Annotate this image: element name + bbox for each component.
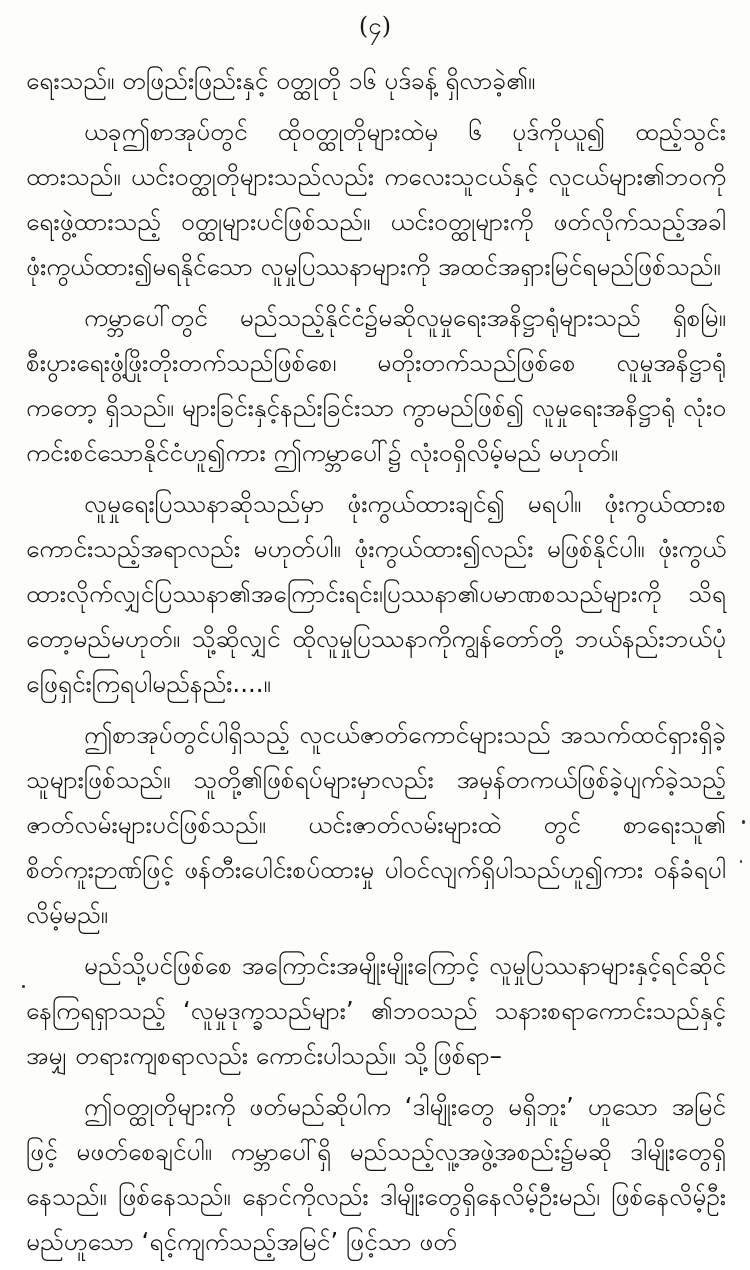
page-body	[26, 58, 726, 1270]
paragraph-2: ယခုဤစာအုပ်တွင် ထိုဝတ္ထုတိုများထဲမှ ၆ ပုဒ်ကိုယူ၍ ထည့်သွင်းထားသည်။ ယင်းဝတ္ထုတိုများသည်လည်း ကလေးသူငယ်နှင့် လူငယ်များ၏ဘဝကို ရေးဖွဲ့ထားသည့် ဝတ္ထုများပင်ဖြစ်သည်။ ယင်းဝတ္ထုများကို ဖတ်လိုက်သည့်အခါ ဖုံးကွယ်ထား၍မရနိုင်သော လူမှုပြဿနာများကို အထင်အရှားမြင်ရမည်ဖြစ်သည်။	[26, 117, 726, 281]
paragraph-3: ကမ္ဘာပေါ်တွင် မည်သည့်နိုင်ငံ၌မဆိုလူမှုရေးအနိဋ္ဌာရုံများသည် ရှိစမြဲ။ စီးပွားရေးဖွံ့ဖြိုးတိုးတက်သည်ဖြစ်စေ၊ မတိုးတက်သည်ဖြစ်စေ လူမှုအနိဋ္ဌာရုံကတော့ ရှိသည်။ များခြင်းနှင့်နည်းခြင်းသာ ကွာမည်ဖြစ်၍ လူမှုရေးအနိဋ္ဌာရုံ လုံးဝကင်းစင်သောနိုင်ငံဟူ၍ကား ဤကမ္ဘာပေါ်၌ လုံးဝရှိလိမ့်မည် မဟုတ်။	[26, 303, 726, 467]
scan-speck	[740, 860, 742, 863]
paragraph-1: ရေးသည်။ တဖြည်းဖြည်းနှင့် ဝတ္ထုတို ၁၆ ပုဒ်ခန့် ရှိလာခဲ့၏။	[26, 66, 536, 95]
paragraph-6: မည်သို့ပင်ဖြစ်စေ အကြောင်းအမျိုးမျိုးကြောင့် လူမှုပြဿနာများနှင့်ရင်ဆိုင်နေကြရရှာသည့် ‘လူမှုဒုက္ခသည်များ’ ၏ဘဝသည် သနားစရာကောင်းသည်နှင့်အမျှ တရားကျစရာလည်း ကောင်းပါသည်။ သို့ဖြစ်ရာ–	[26, 951, 726, 1070]
page-number: (၄)	[358, 12, 392, 40]
paragraph-5: ဤစာအုပ်တွင်ပါရှိသည့် လူငယ်ဇာတ်ကောင်များသည် အသက်ထင်ရှားရှိခဲ့သူများဖြစ်သည်။ သူတို့၏ဖြစ်ရပ်များမှာလည်း အမှန်တကယ်ဖြစ်ခဲ့ပျက်ခဲ့သည့် ဇာတ်လမ်းများပင်ဖြစ်သည်။ ယင်းဇာတ်လမ်းများထဲ တွင် စာရေးသူ၏ စိတ်ကူးဉာဏ်ဖြင့် ဖန်တီးပေါင်းစပ်ထားမှု ပါဝင်လျက်ရှိပါသည်ဟူ၍ကား ဝန်ခံရပါလိမ့်မည်။	[26, 720, 726, 929]
paragraph-4: လူမှုရေးပြဿနာဆိုသည်မှာ ဖုံးကွယ်ထားချင်၍ မရပါ။ ဖုံးကွယ်ထားစကောင်းသည့်အရာလည်း မဟုတ်ပါ။ ဖုံးကွယ်ထား၍လည်း မဖြစ်နိုင်ပါ။ ဖုံးကွယ်ထားလိုက်လျှင်ပြဿနာ၏အကြောင်းရင်း၊ပြဿနာ၏ပမာဏစသည်များကို သိရတော့မည်မဟုတ်။ သို့ဆိုလျှင် ထိုလူမှုပြဿနာကိုကျွန်တော်တို့ ဘယ်နည်းဘယ်ပုံဖြေရှင်းကြရပါမည်နည်း....။	[26, 489, 726, 698]
paragraph-7: ဤဝတ္ထုတိုများကို ဖတ်မည်ဆိုပါက ‘ဒါမျိုးတွေ မရှိဘူး’ ဟူသော အမြင်ဖြင့် မဖတ်စေချင်ပါ။ ကမ္ဘာပေါ်ရှိ မည်သည့်လူ့အဖွဲ့အစည်း၌မဆို ဒါမျိုးတွေရှိနေသည်။ ဖြစ်နေသည်။ နောင်ကိုလည်း ဒါမျိုးတွေရှိနေလိမ့်ဦးမည်၊ ဖြစ်နေလိမ့်ဦးမည်ဟူသော ‘ရင့်ကျက်သည့်အမြင်’ ဖြင့်သာ ဖတ်	[26, 1092, 726, 1256]
scan-speck	[742, 820, 745, 824]
scan-speck	[22, 985, 25, 988]
